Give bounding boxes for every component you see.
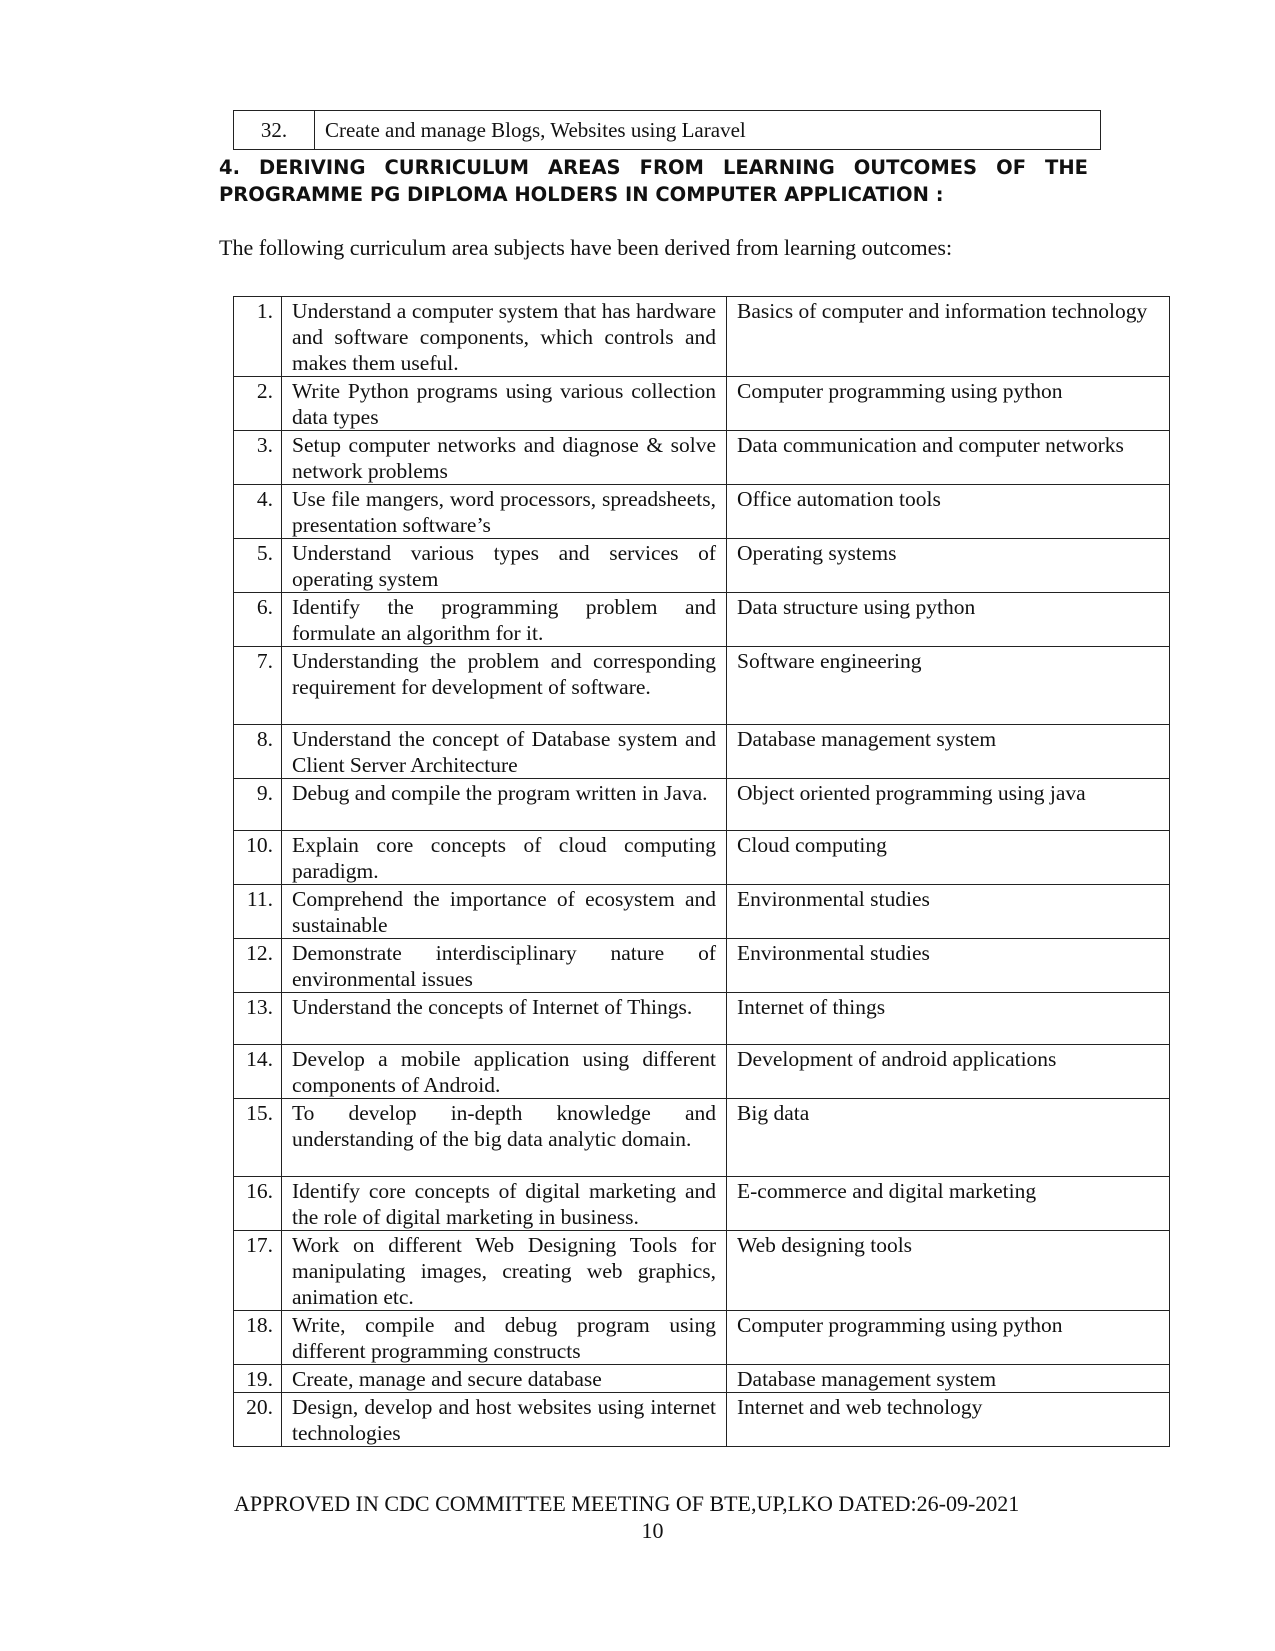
row-subject: Operating systems bbox=[727, 539, 1170, 593]
row-outcome: Develop a mobile application using different components of Android. bbox=[282, 1045, 727, 1099]
row-outcome: Create, manage and secure database bbox=[282, 1365, 727, 1393]
row-number: 8. bbox=[234, 725, 282, 779]
row-number: 10. bbox=[234, 831, 282, 885]
table-row bbox=[234, 831, 1170, 885]
table-row bbox=[234, 593, 1170, 647]
row-outcome: Create and manage Blogs, Websites using Laravel bbox=[315, 111, 1101, 150]
row-outcome: Identify core concepts of digital marketing and the role of digital marketing in business. bbox=[282, 1177, 727, 1231]
row-subject: Data structure using python bbox=[727, 593, 1170, 647]
table-row bbox=[234, 1099, 1170, 1177]
row-outcome: Understand the concepts of Internet of Things. bbox=[282, 993, 727, 1045]
table-row bbox=[234, 111, 1101, 150]
approval-note: APPROVED IN CDC COMMITTEE MEETING OF BTE,UP,LKO DATED:26-09-2021 bbox=[234, 1491, 1020, 1516]
row-number: 3. bbox=[234, 431, 282, 485]
row-subject: Cloud computing bbox=[727, 831, 1170, 885]
curriculum-table-body bbox=[234, 297, 1170, 1447]
table-row bbox=[234, 297, 1170, 377]
row-outcome: Write Python programs using various collection data types bbox=[282, 377, 727, 431]
row-subject: Data communication and computer networks bbox=[727, 431, 1170, 485]
row-outcome: Work on different Web Designing Tools for manipulating images, creating web graphics, animation etc. bbox=[282, 1231, 727, 1311]
row-subject: Development of android applications bbox=[727, 1045, 1170, 1099]
row-number: 14. bbox=[234, 1045, 282, 1099]
row-outcome: Design, develop and host websites using internet technologies bbox=[282, 1393, 727, 1447]
table-row bbox=[234, 485, 1170, 539]
row-number: 18. bbox=[234, 1311, 282, 1365]
row-number: 17. bbox=[234, 1231, 282, 1311]
table-row bbox=[234, 885, 1170, 939]
section-heading-line-2: PROGRAMME PG DIPLOMA HOLDERS IN COMPUTER APPLICATION : bbox=[219, 183, 944, 206]
row-outcome: Setup computer networks and diagnose & solve network problems bbox=[282, 431, 727, 485]
row-outcome: Use file mangers, word processors, spreadsheets, presentation software’s bbox=[282, 485, 727, 539]
row-outcome: Understanding the problem and corresponding requirement for development of software. bbox=[282, 647, 727, 725]
table-row bbox=[234, 647, 1170, 725]
section-heading bbox=[219, 154, 1088, 208]
row-subject: Object oriented programming using java bbox=[727, 779, 1170, 831]
row-number: 32. bbox=[234, 111, 315, 150]
row-number: 2. bbox=[234, 377, 282, 431]
row-number: 16. bbox=[234, 1177, 282, 1231]
row-number: 4. bbox=[234, 485, 282, 539]
continuation-table bbox=[233, 110, 1101, 150]
row-outcome: Demonstrate interdisciplinary nature of environmental issues bbox=[282, 939, 727, 993]
row-subject: E-commerce and digital marketing bbox=[727, 1177, 1170, 1231]
row-subject: Software engineering bbox=[727, 647, 1170, 725]
row-number: 9. bbox=[234, 779, 282, 831]
table-row bbox=[234, 1393, 1170, 1447]
row-subject: Web designing tools bbox=[727, 1231, 1170, 1311]
row-subject: Internet of things bbox=[727, 993, 1170, 1045]
row-outcome: Write, compile and debug program using different programming constructs bbox=[282, 1311, 727, 1365]
row-subject: Database management system bbox=[727, 1365, 1170, 1393]
row-number: 6. bbox=[234, 593, 282, 647]
row-number: 13. bbox=[234, 993, 282, 1045]
row-subject: Environmental studies bbox=[727, 885, 1170, 939]
row-number: 7. bbox=[234, 647, 282, 725]
row-subject: Big data bbox=[727, 1099, 1170, 1177]
row-outcome: Understand various types and services of operating system bbox=[282, 539, 727, 593]
row-subject: Environmental studies bbox=[727, 939, 1170, 993]
row-outcome: To develop in-depth knowledge and understanding of the big data analytic domain. bbox=[282, 1099, 727, 1177]
section-heading-line-1: 4. DERIVING CURRICULUM AREAS FROM LEARNING OUTCOMES OF THE bbox=[219, 156, 1088, 179]
table-row bbox=[234, 993, 1170, 1045]
table-row bbox=[234, 539, 1170, 593]
table-row bbox=[234, 725, 1170, 779]
table-row bbox=[234, 779, 1170, 831]
row-number: 1. bbox=[234, 297, 282, 377]
row-subject: Office automation tools bbox=[727, 485, 1170, 539]
row-number: 19. bbox=[234, 1365, 282, 1393]
intro-paragraph: The following curriculum area subjects have been derived from learning outcomes: bbox=[219, 235, 953, 260]
table-row bbox=[234, 1177, 1170, 1231]
row-number: 11. bbox=[234, 885, 282, 939]
table-row bbox=[234, 1231, 1170, 1311]
table-row bbox=[234, 1311, 1170, 1365]
table-row bbox=[234, 431, 1170, 485]
row-outcome: Comprehend the importance of ecosystem and sustainable bbox=[282, 885, 727, 939]
row-subject: Basics of computer and information technology bbox=[727, 297, 1170, 377]
row-subject: Database management system bbox=[727, 725, 1170, 779]
row-outcome: Identify the programming problem and formulate an algorithm for it. bbox=[282, 593, 727, 647]
row-number: 5. bbox=[234, 539, 282, 593]
row-number: 15. bbox=[234, 1099, 282, 1177]
row-outcome: Debug and compile the program written in Java. bbox=[282, 779, 727, 831]
row-number: 20. bbox=[234, 1393, 282, 1447]
row-outcome: Explain core concepts of cloud computing paradigm. bbox=[282, 831, 727, 885]
table-row bbox=[234, 939, 1170, 993]
row-number: 12. bbox=[234, 939, 282, 993]
row-subject: Internet and web technology bbox=[727, 1393, 1170, 1447]
table-row bbox=[234, 1045, 1170, 1099]
row-outcome: Understand the concept of Database system and Client Server Architecture bbox=[282, 725, 727, 779]
table-row bbox=[234, 1365, 1170, 1393]
table-row bbox=[234, 377, 1170, 431]
row-outcome: Understand a computer system that has hardware and software components, which controls and makes them useful. bbox=[282, 297, 727, 377]
curriculum-table bbox=[233, 296, 1170, 1447]
row-subject: Computer programming using python bbox=[727, 1311, 1170, 1365]
page-number: 10 bbox=[641, 1518, 664, 1543]
row-subject: Computer programming using python bbox=[727, 377, 1170, 431]
